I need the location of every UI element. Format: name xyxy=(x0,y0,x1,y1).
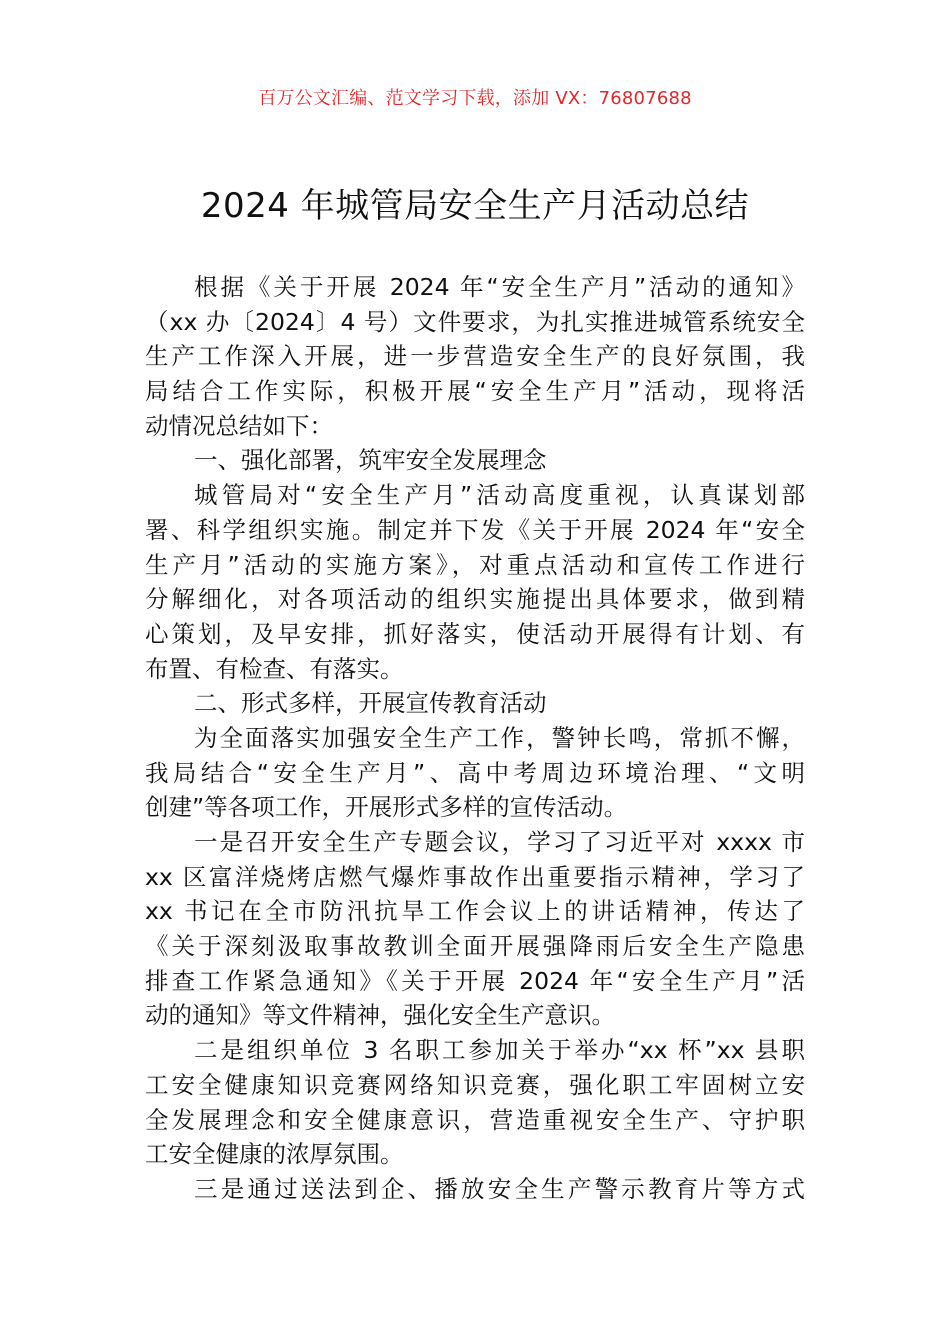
text-line: 二是组织单位 3 名职工参加关于举办“xx 杯”xx 县职 xyxy=(194,1036,805,1065)
text-line: 工安全健康的浓厚氛围。 xyxy=(145,1140,404,1169)
paragraph xyxy=(145,1172,805,1207)
paragraph xyxy=(145,478,805,686)
paragraph xyxy=(145,270,805,443)
text-line: 一、强化部署，筑牢安全发展理念 xyxy=(194,446,547,475)
text-line: 城管局对“安全生产月”活动高度重视，认真谋划部 xyxy=(194,481,805,510)
text-line: 三是通过送法到企、播放安全生产警示教育片等方式 xyxy=(194,1174,805,1203)
text-line: 根据《关于开展 2024 年“安全生产月”活动的通知》 xyxy=(194,273,805,301)
watermark-text: 百万公文汇编、范文学习下载，添加 VX：76807688 xyxy=(258,88,692,109)
document-body xyxy=(145,270,805,1207)
text-line: 排查工作紧急通知》《关于开展 2024 年“安全生产月”活 xyxy=(145,966,805,995)
paragraph xyxy=(145,825,805,1033)
text-line: 动情况总结如下： xyxy=(145,411,333,440)
section-heading xyxy=(145,686,805,721)
text-line: xx 区富洋烧烤店燃气爆炸事故作出重要指示精神，学习了 xyxy=(145,862,805,891)
text-line: 全发展理念和安全健康意识，营造重视安全生产、守护职 xyxy=(145,1105,805,1134)
section-heading xyxy=(145,443,805,478)
text-line: 生产工作深入开展，进一步营造安全生产的良好氛围，我 xyxy=(145,342,805,371)
text-line: 动的通知》等文件精神，强化安全生产意识。 xyxy=(145,1001,615,1030)
text-line: 我局结合“安全生产月”、高中考周边环境治理、“文明 xyxy=(145,758,805,787)
text-line: 局结合工作实际，积极开展“安全生产月”活动，现将活 xyxy=(145,377,805,406)
text-line: 分解细化，对各项活动的组织实施提出具体要求，做到精 xyxy=(145,585,805,614)
text-line: xx 书记在全市防汛抗旱工作会议上的讲话精神，传达了 xyxy=(145,897,805,926)
paragraph xyxy=(145,721,805,825)
text-line: 为全面落实加强安全生产工作，警钟长鸣，常抓不懈， xyxy=(194,723,805,752)
document-title: 2024 年城管局安全生产月活动总结 xyxy=(200,186,750,226)
text-line: 二、形式多样，开展宣传教育活动 xyxy=(194,689,547,718)
text-line: 心策划，及早安排，抓好落实，使活动开展得有计划、有 xyxy=(145,619,805,648)
text-line: 创建”等各项工作，开展形式多样的宣传活动。 xyxy=(145,793,628,822)
text-line: 署、科学组织实施。制定并下发《关于开展 2024 年“安全 xyxy=(145,515,805,544)
text-line: 生产月”活动的实施方案》，对重点活动和宣传工作进行 xyxy=(145,550,805,579)
text-line: 工安全健康知识竞赛网络知识竞赛，强化职工牢固树立安 xyxy=(145,1070,805,1099)
paragraph xyxy=(145,1033,805,1172)
text-line: 布置、有检查、有落实。 xyxy=(145,654,404,683)
text-line: 《关于深刻汲取事故教训全面开展强降雨后安全生产隐患 xyxy=(145,932,805,961)
text-line: 一是召开安全生产专题会议，学习了习近平对 xxxx 市 xyxy=(194,828,805,856)
text-line: （xx 办〔2024〕4 号）文件要求，为扎实推进城管系统安全 xyxy=(145,307,805,336)
